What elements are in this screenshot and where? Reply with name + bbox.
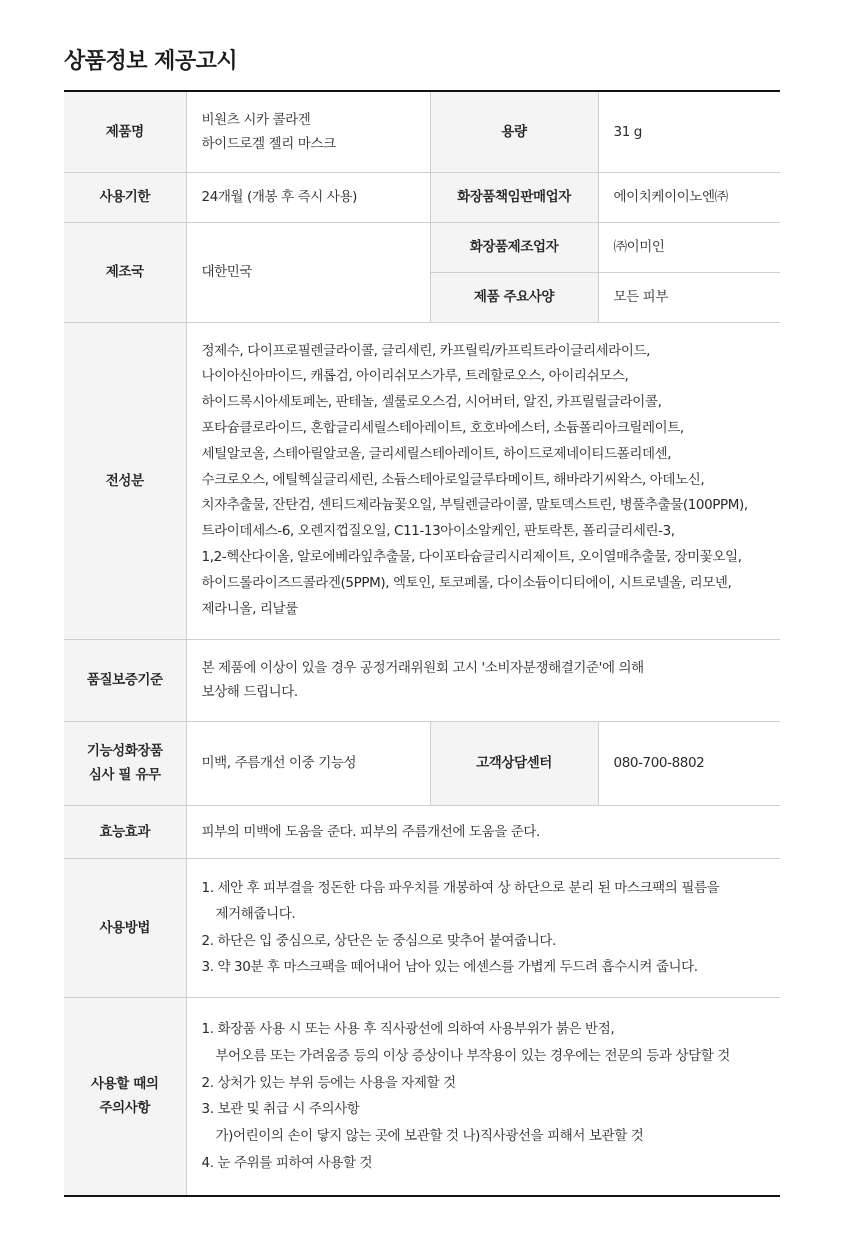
row-quality xyxy=(64,639,780,721)
ingredients-line: 트라이데세스-6, 오렌지껍질오일, C11-13아이소알케인, 판토락톤, 폴리글리세린-3, xyxy=(201,523,675,540)
value-quality xyxy=(186,639,780,721)
value-usage xyxy=(186,858,780,997)
ingredients-line: 나이아신아마이드, 캐롭검, 아이리쉬모스가루, 트레할로오스, 아이리쉬모스, xyxy=(201,368,629,385)
row-efficacy xyxy=(64,805,780,858)
label-spec: 제품 주요사양 xyxy=(430,272,598,322)
value-origin: 대한민국 xyxy=(186,222,430,322)
value-product-name xyxy=(186,91,430,172)
caution-line: 2. 상처가 있는 부위 등에는 사용을 자제할 것 xyxy=(201,1074,456,1091)
label-efficacy: 효능효과 xyxy=(64,805,186,858)
value-caution xyxy=(186,997,780,1196)
caution-line: 4. 눈 주위를 피하여 사용할 것 xyxy=(201,1154,373,1171)
row-functional xyxy=(64,721,780,805)
value-functional: 미백, 주름개선 이중 기능성 xyxy=(186,721,430,805)
usage-line: 2. 하단은 입 중심으로, 상단은 눈 중심으로 맞추어 붙여줍니다. xyxy=(201,932,556,949)
ingredients-line: 하이드롤라이즈드콜라겐(5PPM), 엑토인, 토코페롤, 다이소듐이디티에이, 시트로넬올, 리모넨, xyxy=(201,574,732,591)
value-seller: 에이치케이이노엔㈜ xyxy=(598,172,780,222)
value-efficacy: 피부의 미백에 도움을 준다. 피부의 주름개선에 도움을 준다. xyxy=(186,805,780,858)
label-origin: 제조국 xyxy=(64,222,186,322)
row-expiry xyxy=(64,172,780,222)
usage-line: 1. 세안 후 피부결을 정돈한 다음 파우치를 개봉하여 상 하단으로 분리 된 마스크팩의 필름을 xyxy=(201,879,720,896)
ingredients-line: 세틸알코올, 스테아릴알코올, 글리세릴스테아레이트, 하이드로제네이티드폴리데센, xyxy=(201,445,672,462)
quality-line: 본 제품에 이상이 있을 경우 공정거래위원회 고시 '소비자분쟁해결기준'에 의해 xyxy=(201,660,644,676)
ingredients-line: 하이드록시아세토페논, 판테놀, 셀룰로오스검, 시어버터, 알진, 카프릴릴글라이콜, xyxy=(201,394,662,411)
label-usage: 사용방법 xyxy=(64,858,186,997)
ingredients-line: 1,2-헥산다이올, 알로에베라잎추출물, 다이포타슘글리시리제이트, 오이열매추출물, 장미꽃오일, xyxy=(201,548,742,565)
row-usage xyxy=(64,858,780,997)
label-product-name: 제품명 xyxy=(64,91,186,172)
value-volume: 31 g xyxy=(613,123,642,140)
label-functional xyxy=(64,721,186,805)
ingredients-line: 포타슘클로라이드, 혼합글리세릴스테아레이트, 호호바에스터, 소듐폴리아크릴레이트, xyxy=(201,420,684,436)
value-expiry: 24개월 (개봉 후 즉시 사용) xyxy=(186,172,430,222)
functional-label-line: 기능성화장품 xyxy=(86,743,163,759)
ingredients-line: 정제수, 다이프로필렌글라이콜, 글리세린, 카프릴릭/카프릭트라이글리세라이드, xyxy=(201,342,651,359)
label-maker: 화장품제조업자 xyxy=(430,222,598,272)
caution-line: 3. 보관 및 취급 시 주의사항 xyxy=(201,1101,360,1118)
value-ingredients xyxy=(186,322,780,639)
ingredients-line: 치자추출물, 잔탄검, 센티드제라늄꽃오일, 부틸렌글라이콜, 말토덱스트린, 병풀추출물(100PPM), xyxy=(201,497,748,514)
row-product-name xyxy=(64,91,780,172)
product-info-table xyxy=(64,90,780,1197)
label-volume: 용량 xyxy=(430,91,598,172)
row-ingredients xyxy=(64,322,780,639)
row-origin xyxy=(64,222,780,272)
row-caution xyxy=(64,997,780,1196)
label-ingredients: 전성분 xyxy=(64,322,186,639)
page-title: 상품정보 제공고시 xyxy=(64,49,238,74)
label-seller: 화장품책임판매업자 xyxy=(430,172,598,222)
value-spec: 모든 피부 xyxy=(598,272,780,322)
product-name-line: 비원츠 시카 콜라겐 xyxy=(201,111,311,128)
ingredients-line: 제라니올, 리날룰 xyxy=(201,600,298,617)
functional-label-line: 심사 필 유무 xyxy=(88,767,161,783)
caution-label-line: 사용할 때의 xyxy=(90,1076,159,1093)
ingredients-line: 수크로오스, 에틸헥실글리세린, 소듐스테아로일글루타메이트, 해바라기씨왁스, 아데노신, xyxy=(201,471,705,488)
value-customer-phone: 080-700-8802 xyxy=(598,721,780,805)
label-caution xyxy=(64,997,186,1196)
caution-line: 가)어린이의 손이 닿지 않는 곳에 보관할 것 나)직사광선을 피해서 보관할 것 xyxy=(215,1127,644,1144)
product-name-line: 하이드로겔 젤리 마스크 xyxy=(201,135,336,152)
caution-label-line: 주의사항 xyxy=(99,1100,151,1117)
caution-line: 1. 화장품 사용 시 또는 사용 후 직사광선에 의하여 사용부위가 붉은 반점, xyxy=(201,1021,615,1038)
usage-line: 제거해줍니다. xyxy=(215,906,296,922)
label-expiry: 사용기한 xyxy=(64,172,186,222)
label-quality: 품질보증기준 xyxy=(64,639,186,721)
caution-line: 부어오름 또는 가려움증 등의 이상 증상이나 부작용이 있는 경우에는 전문의 등과 상담할 것 xyxy=(215,1047,730,1064)
quality-line: 보상해 드립니다. xyxy=(201,684,298,700)
value-maker: ㈜이미인 xyxy=(598,222,780,272)
label-customer-center: 고객상담센터 xyxy=(430,721,598,805)
usage-line: 3. 약 30분 후 마스크팩을 떼어내어 남아 있는 에센스를 가볍게 두드려 흡수시켜 줍니다. xyxy=(201,959,698,975)
